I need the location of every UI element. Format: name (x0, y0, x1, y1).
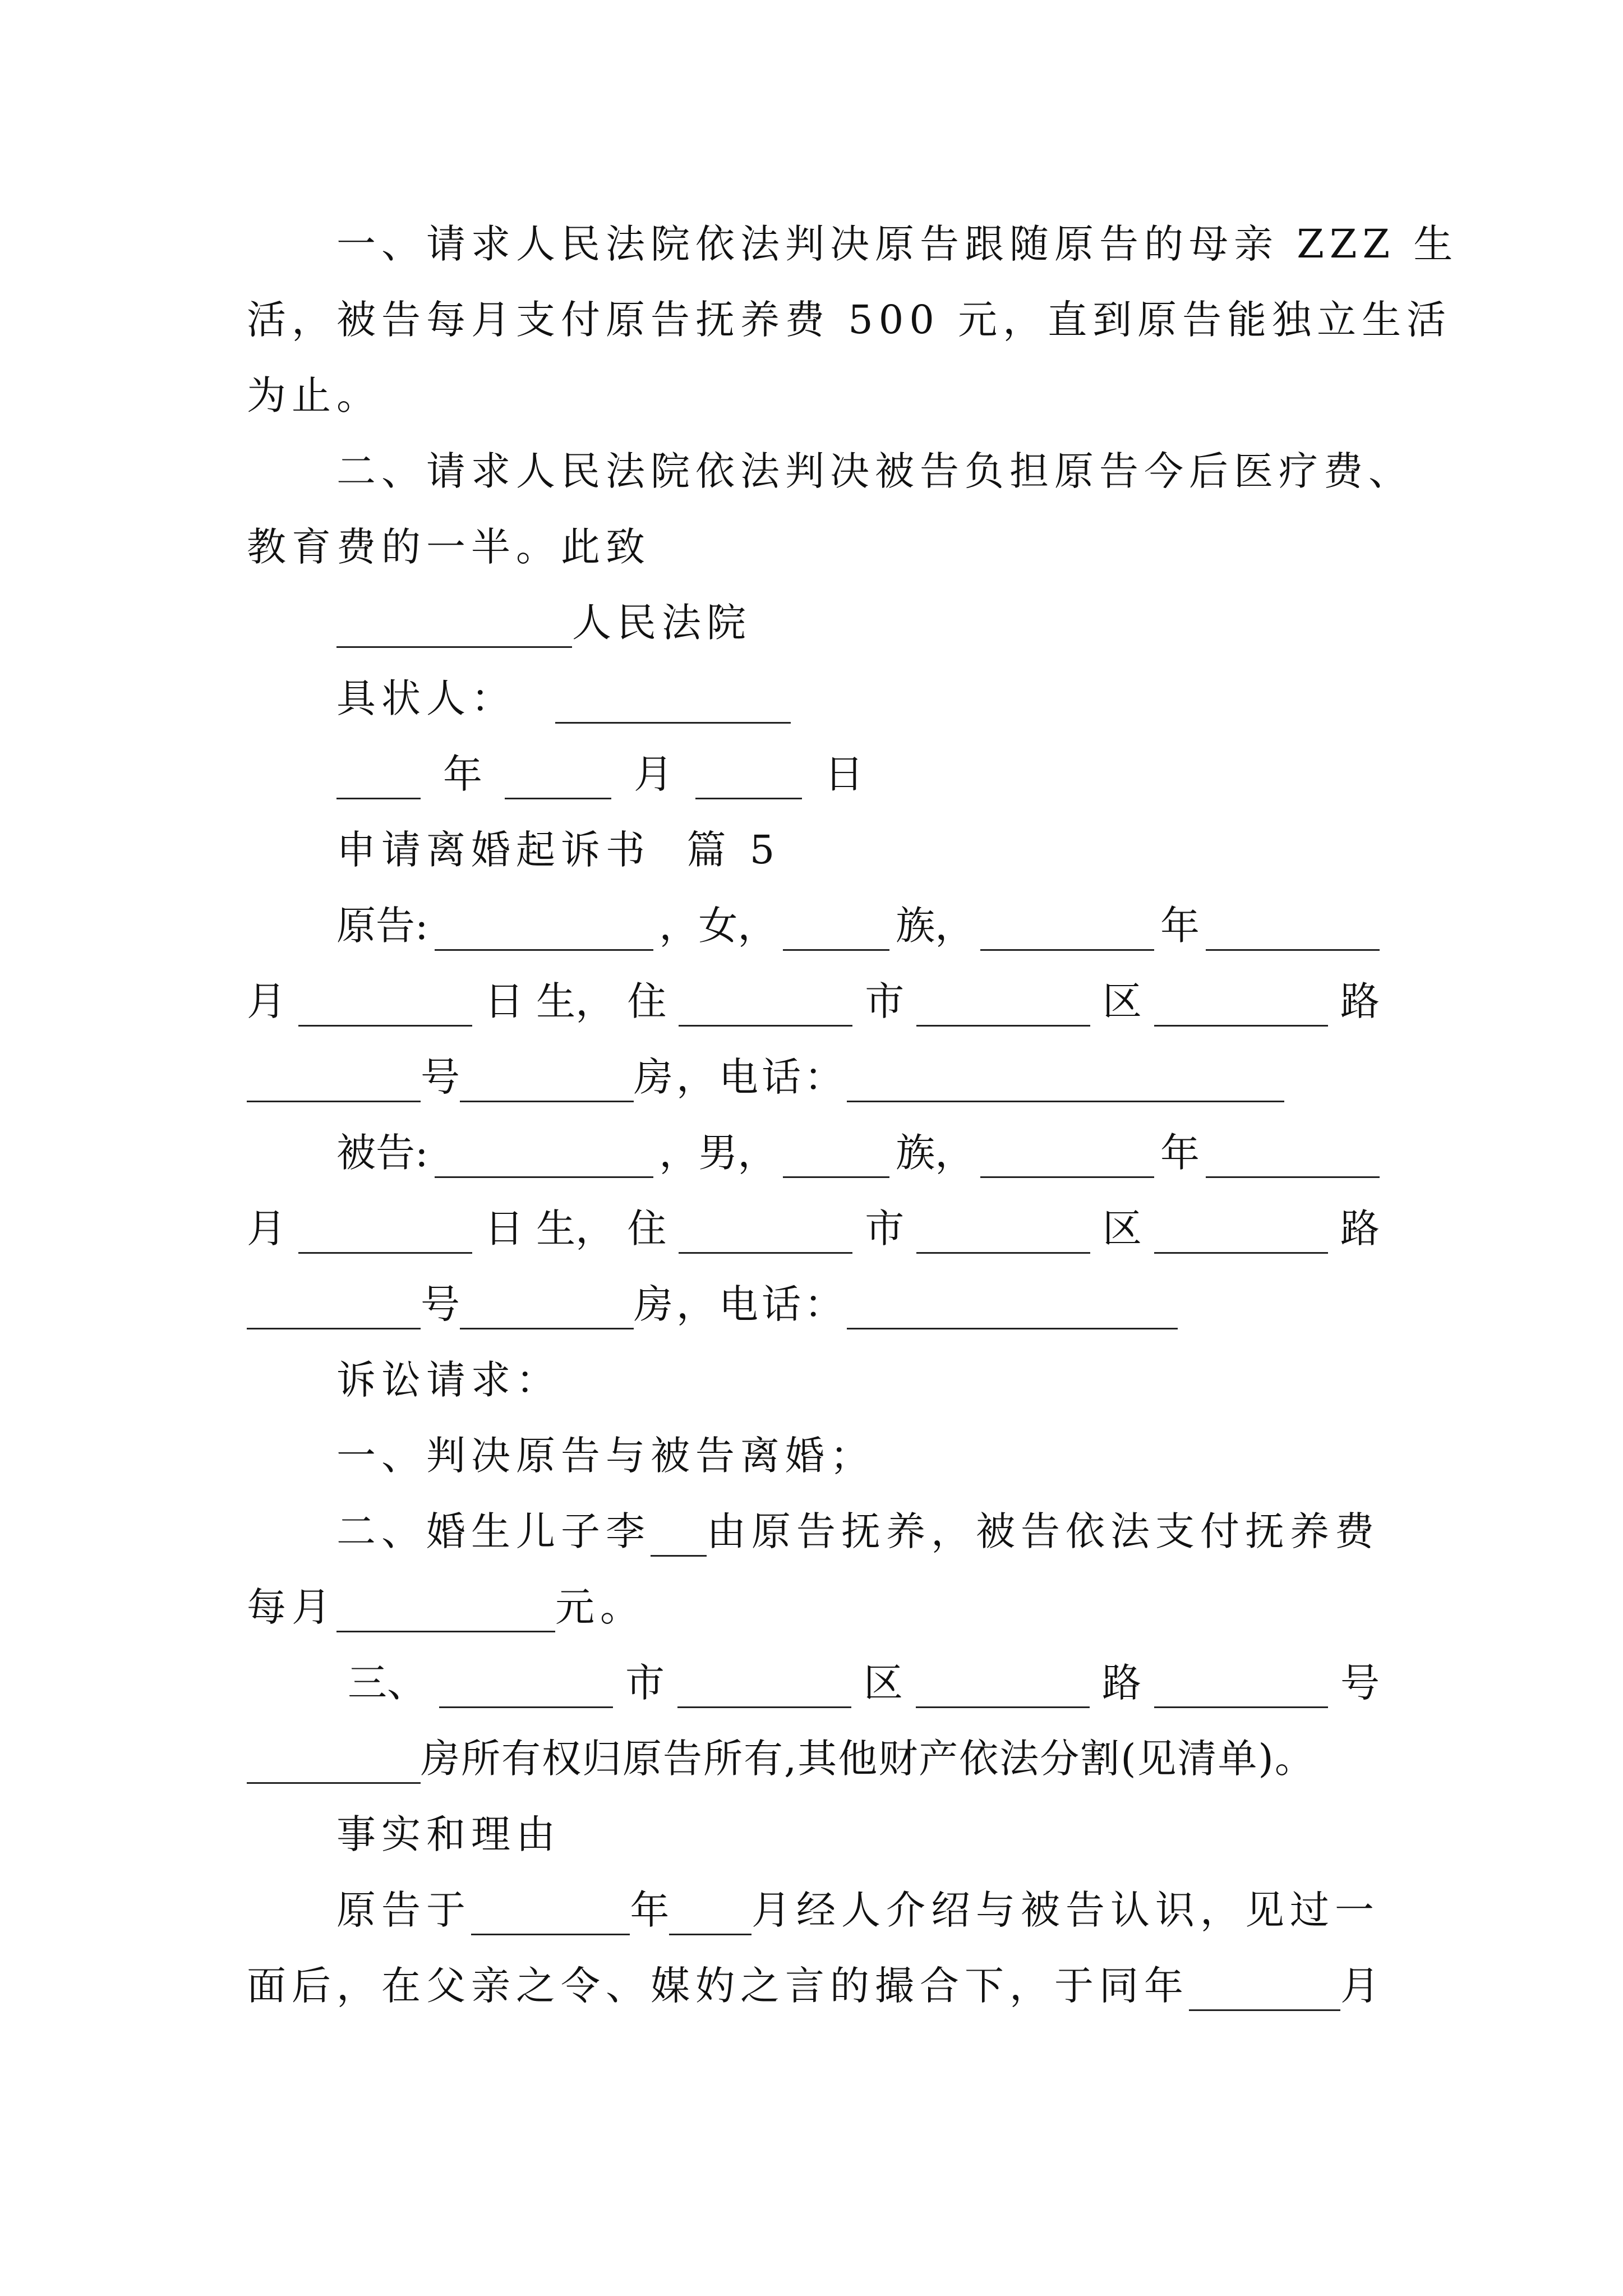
claim-2-monthly-label: 每月 (247, 1584, 336, 1630)
road-blank[interactable] (1154, 986, 1328, 1027)
facts-title: 事实和理由 (336, 1811, 561, 1857)
claim-2-unit: 元。 (555, 1584, 645, 1630)
city-blank[interactable] (439, 1667, 613, 1708)
claim-2-line-1 (336, 1506, 1380, 1557)
paragraph-line: 活，被告每月支付原告抚养费 500 元，直到原告能独立生活 (247, 297, 1452, 343)
defendant-line-1 (336, 1128, 1380, 1178)
marriage-month-blank[interactable] (1189, 1970, 1340, 2011)
district-label: 区 (864, 1660, 903, 1706)
year-label: 年 (1160, 1130, 1200, 1176)
claim-1: 一、判决原告与被告离婚； (336, 1433, 875, 1479)
paragraph-line: 教育费的一半。此致 (247, 524, 651, 570)
road-blank[interactable] (1154, 1213, 1328, 1254)
number-label: 号 (1340, 1660, 1380, 1706)
room-blank[interactable] (247, 1743, 421, 1784)
number-label: 号 (421, 1281, 460, 1327)
number-label: 号 (421, 1054, 460, 1100)
defendant-label: 被告: (336, 1130, 428, 1176)
ethnic-blank[interactable] (783, 910, 889, 951)
ethnic-label: 族， (896, 903, 975, 949)
defendant-name-blank[interactable] (435, 1137, 653, 1178)
gender-label: ，女， (659, 903, 777, 949)
road-label: 路 (1340, 1205, 1380, 1251)
road-label: 路 (1102, 1660, 1141, 1706)
year-label: 年 (1160, 903, 1200, 949)
court-label: 人民法院 (572, 600, 751, 646)
city-label: 市 (625, 1660, 665, 1706)
district-blank[interactable] (916, 986, 1090, 1027)
claim-3-text: 房所有权归原告所有,其他财产依法分割(见清单)。 (421, 1736, 1315, 1782)
claim-3-line-1 (348, 1658, 1380, 1708)
district-label: 区 (1103, 1205, 1142, 1251)
road-label: 路 (1340, 978, 1380, 1024)
facts-line-1 (336, 1885, 1380, 1935)
district-blank[interactable] (916, 1213, 1090, 1254)
plaintiff-name-blank[interactable] (435, 910, 653, 951)
claim-3-line-2 (247, 1733, 1380, 1784)
road-blank[interactable] (916, 1667, 1090, 1708)
month-label: 月 (247, 1205, 286, 1251)
born-label: 日 生， 住 (484, 978, 667, 1024)
defendant-line-2 (247, 1203, 1380, 1254)
birth-year-blank[interactable] (980, 1137, 1154, 1178)
day-blank[interactable] (695, 758, 802, 799)
plaintiff-line-1 (336, 900, 1380, 951)
plaintiff-label: 原告: (336, 903, 428, 949)
birth-month-blank[interactable] (1206, 910, 1380, 951)
city-label: 市 (865, 1205, 905, 1251)
facts-line-2 (247, 1961, 1380, 2011)
facts-text: 月经人介绍与被告认识，见过一 (751, 1887, 1380, 1933)
paragraph-line: 为止。 (247, 372, 381, 418)
paragraph-line: 一、请求人民法院依法判决原告跟随原告的母亲 ZZZ 生 (336, 221, 1459, 267)
signer-label: 具状人： (336, 675, 516, 721)
birth-month-blank[interactable] (1206, 1137, 1380, 1178)
number-blank[interactable] (1154, 1667, 1328, 1708)
room-blank[interactable] (460, 1289, 634, 1329)
month-label: 月 (247, 978, 286, 1024)
court-blank[interactable] (336, 607, 572, 648)
meet-month-blank[interactable] (669, 1894, 751, 1935)
district-label: 区 (1103, 978, 1142, 1024)
birth-day-blank[interactable] (298, 986, 472, 1027)
plaintiff-line-2 (247, 976, 1380, 1027)
year-label: 年 (630, 1887, 670, 1933)
city-label: 市 (865, 978, 905, 1024)
claim-2-prefix: 二、婚生儿子李 (336, 1508, 651, 1554)
facts-text: 面后，在父亲之令、媒妁之言的撮合下，于同年 (247, 1963, 1189, 2009)
month-label: 月 (634, 751, 673, 797)
gender-label: ，男， (659, 1130, 777, 1176)
amount-blank[interactable] (336, 1591, 555, 1632)
signer-blank[interactable] (555, 683, 791, 724)
son-name-blank[interactable] (651, 1516, 707, 1557)
born-label: 日 生， 住 (484, 1205, 667, 1251)
month-blank[interactable] (505, 758, 611, 799)
number-blank[interactable] (247, 1289, 421, 1329)
claim-2-text: 由原告抚养，被告依法支付抚养费 (707, 1508, 1380, 1554)
room-phone-label: 房，电话： (634, 1054, 847, 1100)
section-title: 申请离婚起诉书 篇 5 (336, 827, 781, 873)
number-blank[interactable] (247, 1061, 421, 1102)
city-blank[interactable] (679, 1213, 852, 1254)
room-phone-label: 房，电话： (634, 1281, 847, 1327)
city-blank[interactable] (679, 986, 852, 1027)
district-blank[interactable] (677, 1667, 851, 1708)
claims-title: 诉讼请求： (336, 1357, 561, 1403)
court-line (336, 597, 1380, 648)
meet-year-blank[interactable] (471, 1894, 630, 1935)
day-label: 日 (824, 751, 864, 797)
claim-2-line-2 (247, 1582, 1380, 1632)
room-blank[interactable] (460, 1061, 634, 1102)
ethnic-label: 族， (896, 1130, 975, 1176)
paragraph-line: 二、请求人民法院依法判决被告负担原告今后医疗费、 (336, 448, 1413, 494)
year-label: 年 (443, 751, 482, 797)
year-blank[interactable] (336, 758, 421, 799)
claim-3-prefix: 三、 (348, 1660, 426, 1706)
birth-year-blank[interactable] (980, 910, 1154, 951)
phone-blank[interactable] (847, 1061, 1284, 1102)
date-line (336, 749, 1380, 799)
defendant-line-3 (247, 1279, 1380, 1329)
birth-day-blank[interactable] (298, 1213, 472, 1254)
facts-prefix: 原告于 (336, 1887, 471, 1933)
phone-blank[interactable] (847, 1289, 1178, 1329)
month-label: 月 (1340, 1963, 1380, 2009)
ethnic-blank[interactable] (783, 1137, 889, 1178)
plaintiff-line-3 (247, 1052, 1380, 1102)
signer-line (336, 673, 1380, 724)
